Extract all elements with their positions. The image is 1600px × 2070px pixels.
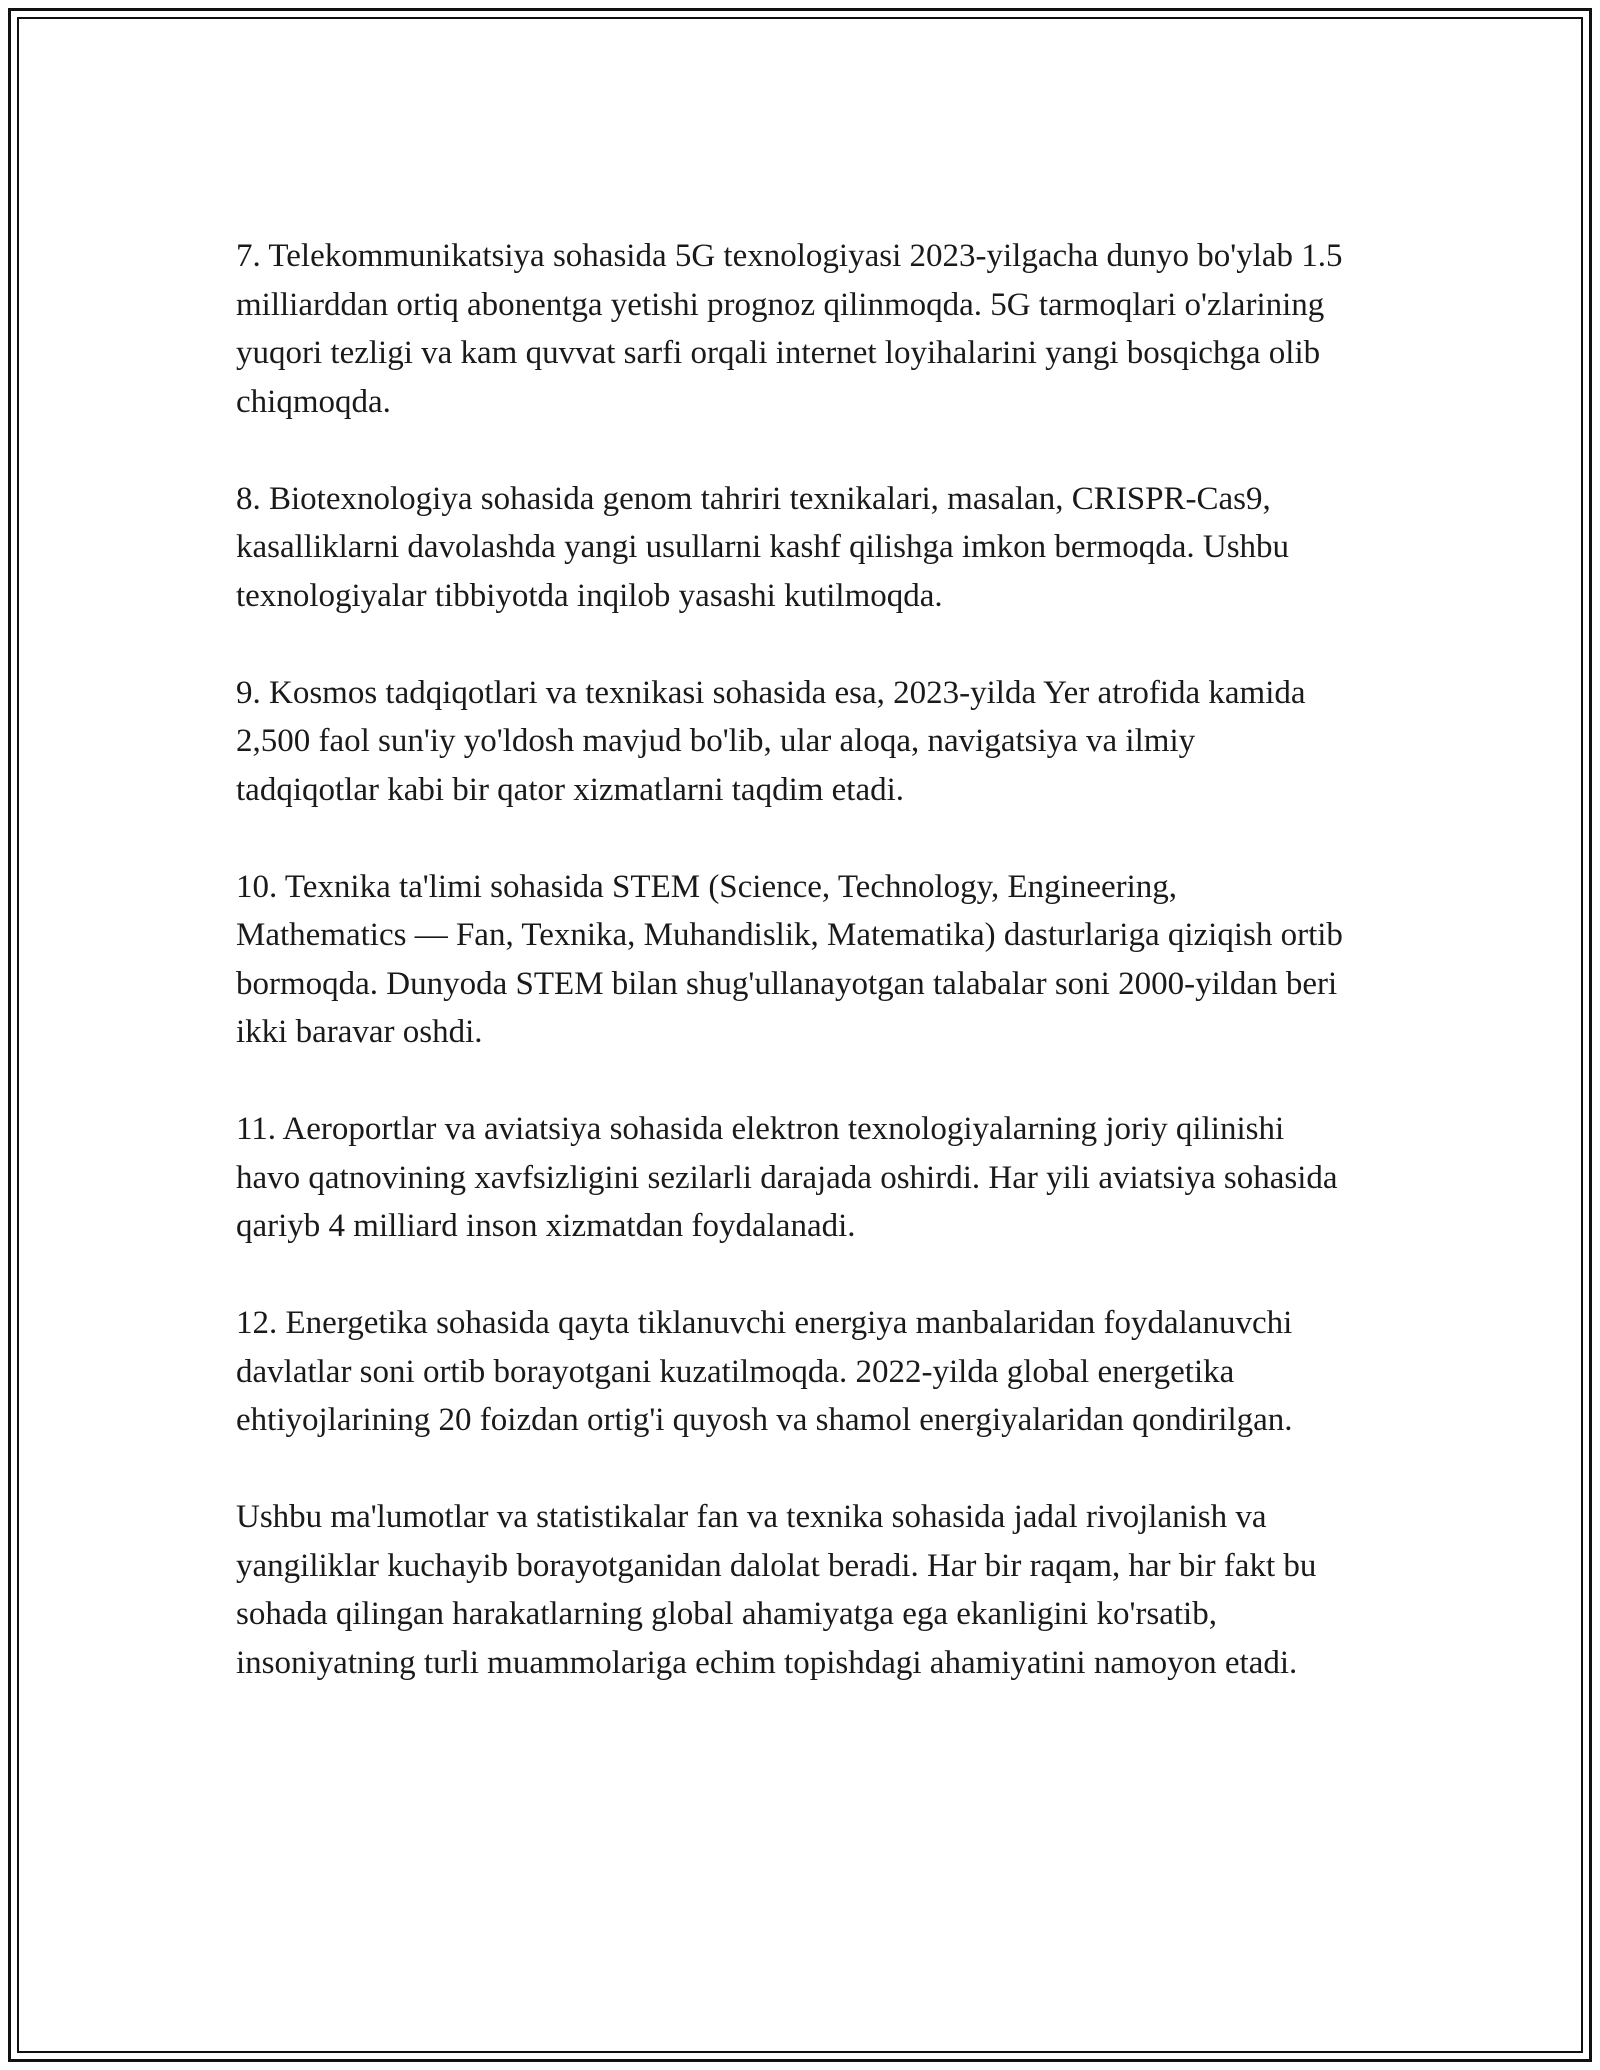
paragraph-item-8: 8. Biotexnologiya sohasida genom tahriri texnikalari, masalan, CRISPR-Cas9, kasalliklarni davolashda yangi usullarni kashf qilishga imkon bermoqda. Ushbu texnologiyalar tibbiyotda inqilob yasashi kutilmoqda. <box>236 480 1290 614</box>
paragraph-item-11: 11. Aeroportlar va aviatsiya sohasida elektron texnologiyalarning joriy qilinishi havo qatnovining xavfsizligini sezilarli darajada oshirdi. Har yili aviatsiya sohasida qariyb 4 milliard inson xizmatdan foydalanadi. <box>236 1111 1338 1244</box>
paragraph-item-9: 9. Kosmos tadqiqotlari va texnikasi sohasida esa, 2023-yilda Yer atrofida kamida 2,500 faol sun'iy yo'ldosh mavjud bo'lib, ular aloqa, navigatsiya va ilmiy tadqiqotlar kabi bir qator xizmatlarni taqdim etadi. <box>236 674 1306 808</box>
paragraph-item-7: 7. Telekommunikatsiya sohasida 5G texnologiyasi 2023-yilgacha dunyo bo'ylab 1.5 milliarddan ortiq abonentga yetishi prognoz qilinmoqda. 5G tarmoqlari o'zlarining yuqori tezligi va kam quvvat sarfi orqali internet loyihalarini yangi bosqichga olib chiqmoqda. <box>236 238 1343 420</box>
conclusion-paragraph: Ushbu ma'lumotlar va statistikalar fan va texnika sohasida jadal rivojlanish va yangiliklar kuchayib borayotganidan dalolat beradi. Har bir raqam, har bir fakt bu sohada qilingan harakatlarning global ahamiyatga ega ekanligini ko'rsatib, insoniyatning turli muammolariga echim topishdagi ahamiyatini namoyon etadi. <box>236 1499 1317 1681</box>
paragraph-item-10: 10. Texnika ta'limi sohasida STEM (Science, Technology, Engineering, Mathematics — Fan, Texnika, Muhandislik, Matematika) dasturlariga qiziqish ortib bormoqda. Dunyoda STEM bilan shug'ullanayotgan talabalar soni 2000-yildan beri ikki baravar oshdi. <box>236 868 1343 1050</box>
document-body <box>236 232 1346 1736</box>
paragraph-item-12: 12. Energetika sohasida qayta tiklanuvchi energiya manbalaridan foydalanuvchi davlatlar soni ortib borayotgani kuzatilmoqda. 2022-yilda global energetika ehtiyojlarining 20 foizdan ortig'i quyosh va shamol energiyalaridan qondirilgan. <box>236 1305 1293 1438</box>
